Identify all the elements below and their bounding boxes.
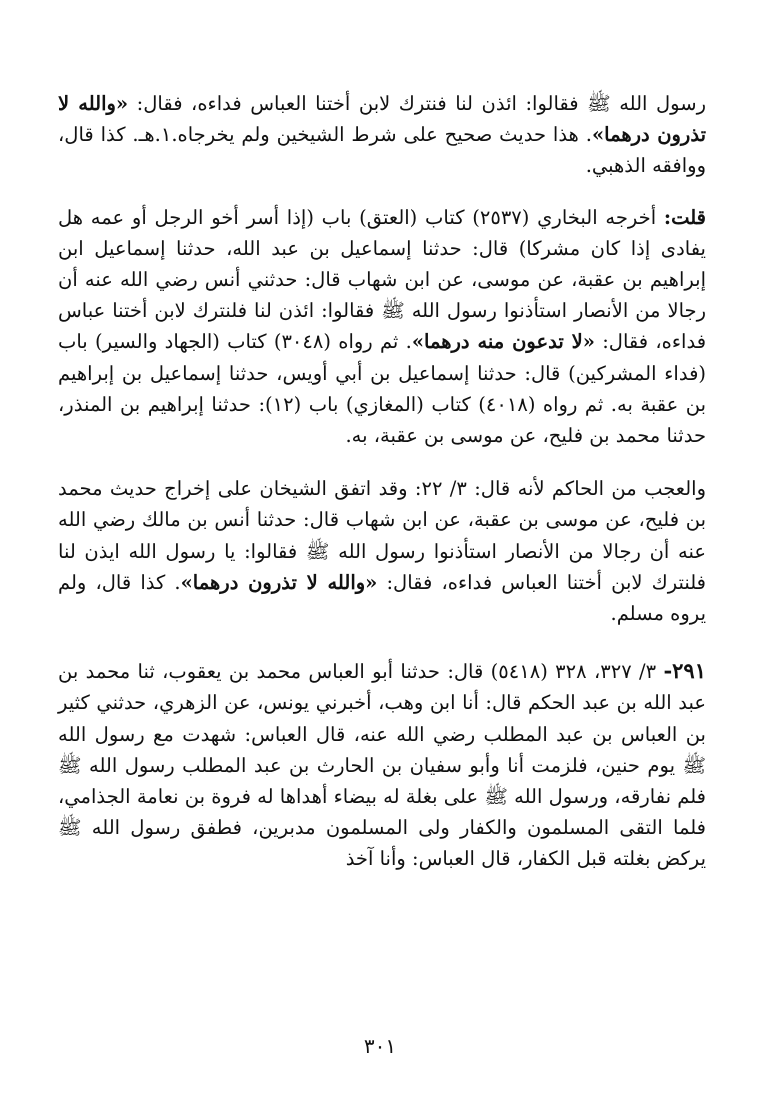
paragraph-hadith-continuation <box>58 88 706 182</box>
commentary-lead: قلت: <box>663 205 706 229</box>
paragraph-commentary <box>58 202 706 452</box>
text-segment: أخرجه البخاري (٢٥٣٧) كتاب (العتق) باب (إذا أسر أخو الرجل أو عمه هل يفادى إذا كان مشركا) قال: حدثنا إسماعيل بن عبد الله، حدثنا إسماعيل ابن إبراهيم بن عقبة، عن موسى، عن ابن شهاب قال: حدثني أنس رضي الله عنه أن رجالا من الأنصار استأذنوا رسول الله ﷺ فقالوا: ائذن لنا فلنترك لابن أختنا عباس فداءه، فقال: <box>58 205 707 354</box>
hadith-number: ٢٩١- <box>663 658 706 684</box>
text-segment: والعجب من الحاكم لأنه قال: ٣/ ٢٢: وقد اتفق الشيخان على إخراج حديث محمد بن فليح، عن موسى بن عقبة، عن ابن شهاب قال: حدثنا أنس بن مالك رضي الله عنه أن رجالا من الأنصار استأذنوا رسول الله ﷺ فقالوا: يا رسول الله ايذن لنا فلنترك لابن أختنا العباس فداءه، فقال: <box>58 477 707 594</box>
bold-quote: «والله لا تذرون درهما» <box>58 92 707 147</box>
bold-quote: «والله لا تذرون درهما» <box>180 570 378 594</box>
paragraph-hakim-note <box>58 473 706 629</box>
page-number: ٣٠١ <box>363 1034 397 1058</box>
text-segment: . هذا حديث صحيح على شرط الشيخين ولم يخرجاه.١.هـ. كذا قال، ووافقه الذهبي. <box>58 123 706 178</box>
bold-quote: «لا تدعون منه درهما» <box>411 330 595 354</box>
text-segment: . ثم رواه (٣٠٤٨) كتاب (الجهاد والسير) باب (فداء المشركين) قال: حدثنا إسماعيل بن أبي أويس، حدثنا إسماعيل بن إبراهيم بن عقبة به. ثم رواه (٤٠١٨) كتاب (المغازي) باب (١٢): حدثنا إبراهيم بن المنذر، حدثنا محمد بن فليح، عن موسى بن عقبة، به. <box>58 330 707 448</box>
text-segment: ٣/ ٣٢٧، ٣٢٨ (٥٤١٨) قال: حدثنا أبو العباس محمد بن يعقوب، ثنا محمد بن عبد الله بن عبد الحكم قال: أنا ابن وهب، أخبرني يونس، عن الزهري، حدثني كثير بن العباس بن عبد المطلب رضي الله عنه، قال العباس: شهدت مع رسول الله ﷺ يوم حنين، فلزمت أنا وأبو سفيان بن الحارث بن عبد المطلب رسول الله ﷺ فلم نفارقه، ورسول الله ﷺ على بغلة له بيضاء أهداها له فروة بن نعامة الجذامي، فلما التقى المسلمون والكفار ولى المسلمون مدبرين، فطفق رسول الله ﷺ يركض بغلته قبل الكفار، قال العباس: وأنا آخذ <box>58 660 706 871</box>
paragraph-hadith-291 <box>58 655 706 874</box>
text-segment: رسول الله ﷺ فقالوا: ائذن لنا فنترك لابن أختنا العباس فداءه، فقال: <box>128 92 706 115</box>
text-segment: . كذا قال، ولم يروه مسلم. <box>58 570 706 626</box>
